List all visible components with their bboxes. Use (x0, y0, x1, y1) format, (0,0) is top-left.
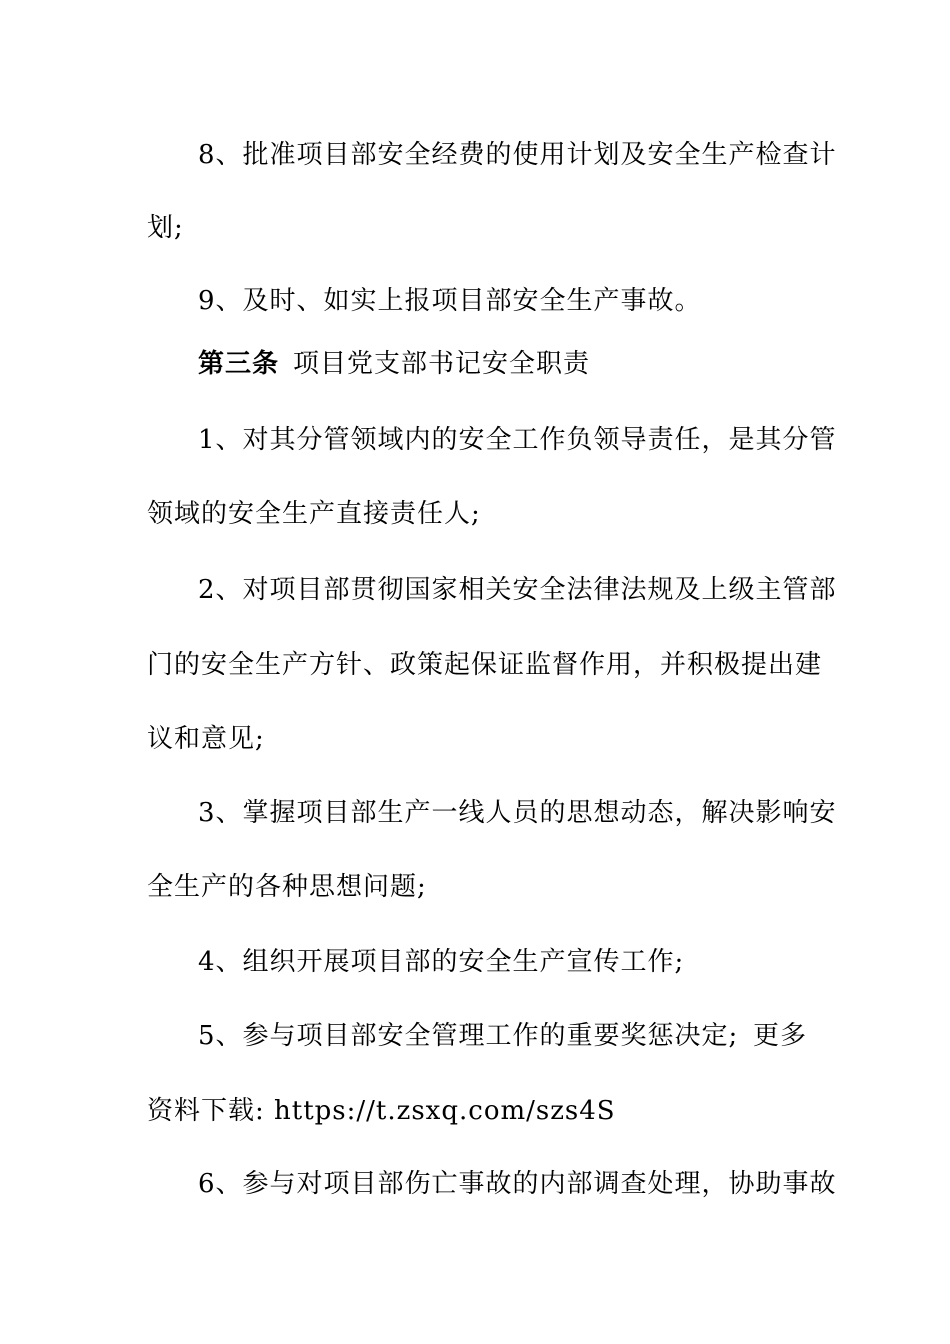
s3-item-1-line-1: 1、对其分管领域内的安全工作负领导责任，是其分管 (198, 425, 837, 455)
item-8-line-2: 划; (147, 213, 184, 243)
s3-item-3-line-2: 全生产的各种思想问题; (147, 872, 427, 902)
item-8-line-1: 8、批准项目部安全经费的使用计划及安全生产检查计 (198, 140, 837, 170)
section-3-title: 项目党支部书记安全职责 (293, 349, 591, 379)
s3-item-2-line-3: 议和意见; (147, 724, 265, 754)
s3-item-1-line-2: 领域的安全生产直接责任人; (147, 499, 481, 529)
section-3-label: 第三条 (198, 349, 280, 379)
s3-item-5-more: 更多 (752, 1021, 807, 1051)
s3-item-2-line-1: 2、对项目部贯彻国家相关安全法律法规及上级主管部 (198, 575, 837, 605)
s3-item-2-line-2: 门的安全生产方针、政策起保证监督作用，并积极提出建 (147, 650, 823, 680)
s3-item-4: 4、组织开展项目部的安全生产宣传工作; (198, 947, 685, 977)
s3-item-3-line-1: 3、掌握项目部生产一线人员的思想动态，解决影响安 (198, 798, 837, 828)
item-9: 9、及时、如实上报项目部安全生产事故。 (198, 286, 702, 316)
s3-item-5-line-1 (198, 1018, 807, 1054)
s3-item-5-line-2: 资料下载: https://t.zsxq.com/szs4S (147, 1096, 616, 1126)
section-3-heading (198, 346, 807, 382)
s3-item-6-line-1: 6、参与对项目部伤亡事故的内部调查处理，协助事故 (198, 1169, 837, 1199)
s3-item-5-text: 5、参与项目部安全管理工作的重要奖惩决定; (198, 1021, 739, 1051)
